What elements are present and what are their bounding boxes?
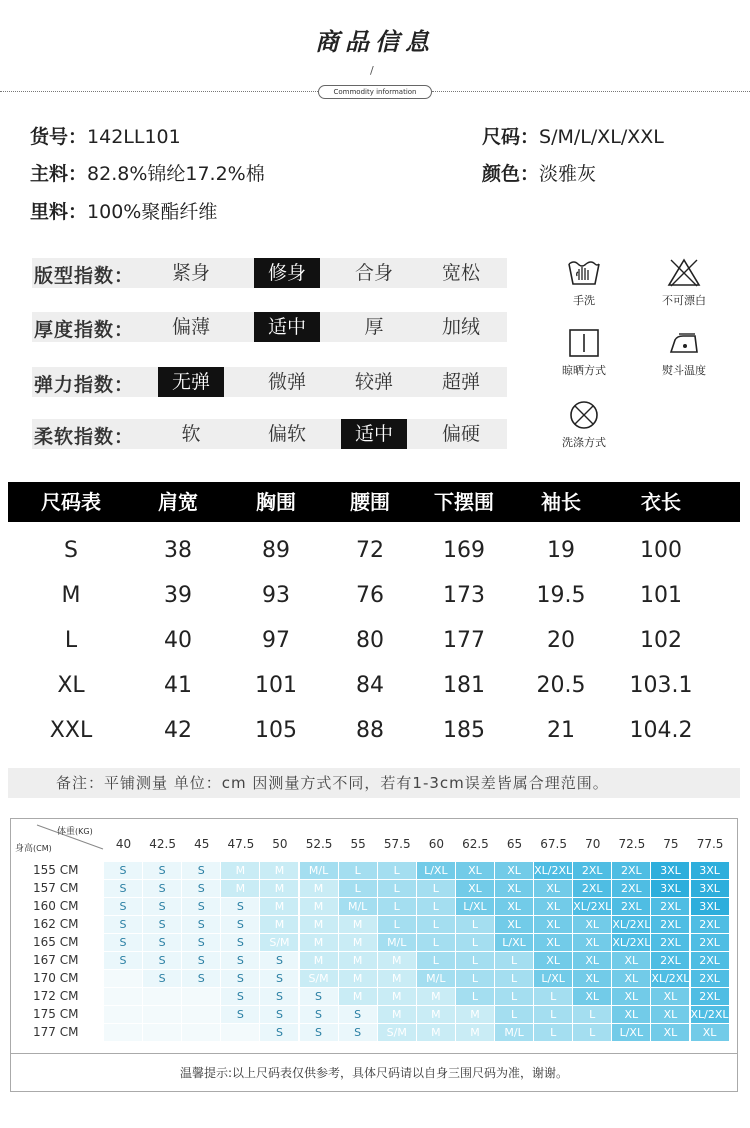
size-guide-cell: L [534, 1006, 572, 1023]
size-guide-cell: 2XL [612, 880, 650, 897]
size-guide-cell: XL [534, 916, 572, 933]
page-title: 商品信息 [315, 28, 435, 56]
info-item-lining: 里料：100%聚酯纤维 [30, 201, 218, 223]
size-guide-cell: L/XL [534, 970, 572, 987]
weight-column-header: 42.5 [149, 837, 176, 851]
size-guide-cell: XL [534, 952, 572, 969]
size-guide-cell: S/M [300, 970, 338, 987]
height-row-label: 167 CM [33, 953, 79, 967]
size-guide-cell: S/M [378, 1024, 416, 1041]
index-option: 软 [181, 423, 201, 445]
size-guide-cell: S [182, 952, 220, 969]
info-item-main-fabric: 主料：82.8%锦纶17.2%棉 [30, 163, 265, 185]
size-guide-cell: XL [573, 916, 611, 933]
size-guide-cell: L [378, 880, 416, 897]
size-table-cell: 88 [356, 718, 384, 743]
size-guide-cell: S [300, 988, 338, 1005]
size-guide-cell: S [143, 862, 181, 879]
dry-icon [567, 328, 601, 358]
hand-wash-icon [567, 258, 601, 288]
size-guide-cell: L [495, 970, 533, 987]
size-guide-cell: L [495, 1006, 533, 1023]
weight-column-header: 50 [272, 837, 288, 851]
subtitle-pill: Commodity information [318, 85, 432, 99]
care-iron [644, 328, 724, 378]
weight-column-header: 77.5 [696, 837, 724, 851]
weight-axis-label: 体重(KG) [57, 827, 93, 837]
size-guide-cell: L/XL [456, 898, 494, 915]
size-table-cell: 38 [164, 538, 192, 563]
index-option-selected: 适中 [254, 312, 320, 342]
size-guide-cell: XL [651, 988, 689, 1005]
size-table-column-header: 胸围 [256, 490, 296, 514]
care-label: 晾晒方式 [562, 364, 606, 377]
size-guide-cell: S [143, 970, 181, 987]
size-guide-cell: S [221, 916, 259, 933]
height-row-label: 160 CM [33, 899, 79, 913]
size-guide-cell: S [221, 970, 259, 987]
height-row-label: 165 CM [33, 935, 79, 949]
care-wash-method [544, 400, 624, 450]
size-table-cell: 169 [443, 538, 485, 563]
size-guide-cell: M [300, 898, 338, 915]
care-hand-wash [544, 258, 624, 308]
size-guide-cell: 2XL [651, 916, 689, 933]
size-guide-cell: S [260, 988, 298, 1005]
size-table-cell: 173 [443, 583, 485, 608]
size-guide-cell: M [260, 916, 298, 933]
size-guide-cell: S [104, 880, 142, 897]
size-guide-cell: S [143, 916, 181, 933]
index-option-selected: 修身 [254, 258, 320, 288]
size-guide-cell: L [339, 880, 377, 897]
size-guide-cell: M [417, 1024, 455, 1041]
weight-column-header: 57.5 [383, 837, 411, 851]
height-row-label: 172 CM [33, 989, 79, 1003]
size-guide-cell: XL [495, 916, 533, 933]
size-guide-cell: S [260, 970, 298, 987]
size-guide-cell: XL [495, 862, 533, 879]
size-table-cell: 20.5 [536, 673, 586, 698]
size-guide-cell: S [143, 952, 181, 969]
weight-column-header: 65 [506, 837, 523, 851]
size-guide-cell: 2XL [651, 934, 689, 951]
size-table-column-header: 下摆围 [434, 490, 494, 514]
size-guide-cell: L [378, 916, 416, 933]
size-guide-cell: 3XL [691, 862, 729, 879]
size-table-cell: 97 [262, 628, 290, 653]
size-table-size-cell: XXL [49, 718, 93, 743]
size-table-cell: 80 [356, 628, 384, 653]
weight-column-header: 40 [115, 837, 132, 851]
size-table-column-header: 腰围 [350, 490, 390, 514]
care-label: 手洗 [573, 294, 595, 307]
size-guide-cell: 3XL [651, 862, 689, 879]
info-item-sizes: 尺码：S/M/L/XL/XXL [482, 126, 664, 148]
size-table-cell: 185 [443, 718, 485, 743]
size-table-column-header: 肩宽 [158, 490, 198, 514]
size-table-cell: 102 [640, 628, 682, 653]
size-guide-cell: S [182, 916, 220, 933]
size-guide-cell: L [456, 934, 494, 951]
size-guide-cell: L/XL [417, 862, 455, 879]
size-guide-cell: S [260, 952, 298, 969]
size-guide-cell: S [221, 898, 259, 915]
care-label: 洗涤方式 [562, 436, 606, 449]
size-guide-cell [104, 1024, 142, 1041]
size-guide-cell: M [300, 934, 338, 951]
size-guide-cell: XL [573, 934, 611, 951]
height-row-label: 170 CM [33, 971, 79, 985]
size-guide-cell: S [300, 1024, 338, 1041]
dotted-divider-right [432, 91, 750, 92]
size-guide-cell: S [104, 898, 142, 915]
weight-column-header: 45 [194, 837, 210, 851]
size-guide-cell: XL/2XL [690, 1008, 729, 1021]
page-title-wrap [0, 22, 750, 57]
size-guide-cell [104, 988, 142, 1005]
size-guide-cell: L [495, 952, 533, 969]
index-row [32, 367, 507, 397]
index-option: 厚 [364, 316, 384, 338]
size-guide-cell: XL [456, 880, 494, 897]
index-option: 超弹 [441, 371, 480, 393]
size-guide-cell: L [456, 988, 494, 1005]
size-guide-cell: M [378, 988, 416, 1005]
care-label: 不可漂白 [662, 294, 706, 307]
size-table-cell: 20 [547, 628, 575, 653]
weight-column-header: 75 [663, 837, 679, 851]
index-option: 较弹 [354, 371, 393, 393]
index-option: 宽松 [441, 262, 480, 284]
size-guide-cell: XL [651, 1024, 689, 1041]
size-guide-cell: L [378, 898, 416, 915]
size-guide-cell: XL [534, 934, 572, 951]
size-guide-cell: M [417, 988, 455, 1005]
size-guide-cell: M [339, 952, 377, 969]
size-guide-cell: XL [495, 880, 533, 897]
size-table-cell: 100 [640, 538, 682, 563]
size-guide-cell: L [456, 952, 494, 969]
index-row [32, 419, 507, 449]
size-guide-cell: S [143, 898, 181, 915]
measurement-note: 备注：平铺测量 单位：cm 因测量方式不同，若有1-3cm误差皆属合理范围。 [8, 768, 740, 798]
size-guide-cell: XL [573, 970, 611, 987]
size-guide-cell [104, 1006, 142, 1023]
size-guide-cell: S [260, 1006, 298, 1023]
index-row [32, 312, 507, 342]
index-option: 微弹 [267, 371, 306, 393]
size-guide-cell: M [339, 916, 377, 933]
index-label: 厚度指数： [34, 319, 135, 341]
index-option: 偏软 [267, 423, 306, 445]
weight-column-header: 55 [350, 837, 366, 851]
size-guide-cell: M [339, 970, 377, 987]
size-guide-cell: M/L [378, 934, 416, 951]
size-guide-cell: 2XL [651, 952, 689, 969]
size-guide-cell: M/L [300, 862, 338, 879]
size-guide-cell: L [456, 916, 494, 933]
index-option-selected: 无弹 [158, 367, 224, 397]
size-table-cell: 19.5 [536, 583, 586, 608]
size-guide-cell: XL [612, 1006, 650, 1023]
size-table-cell: 103.1 [629, 673, 693, 698]
size-guide-cell: S/M [260, 934, 298, 951]
weight-column-header: 52.5 [305, 837, 333, 851]
size-guide-cell: M [260, 862, 298, 879]
size-guide-cell: XL [534, 880, 572, 897]
size-table-cell: 89 [262, 538, 290, 563]
size-guide-cell: XL [456, 862, 494, 879]
size-guide-cell: S [339, 1006, 377, 1023]
size-table-cell: 42 [164, 718, 192, 743]
size-guide-cell: S [182, 934, 220, 951]
size-guide-cell: S [339, 1024, 377, 1041]
size-guide-cell: S [143, 934, 181, 951]
size-table-cell: 76 [356, 583, 384, 608]
size-guide-cell: M [378, 952, 416, 969]
size-table-cell: 177 [443, 628, 485, 653]
size-guide-cell: L/XL [495, 934, 533, 951]
height-row-label: 157 CM [33, 881, 79, 895]
size-guide-cell: S [221, 988, 259, 1005]
size-table-column-header: 衣长 [641, 490, 681, 514]
size-guide-cell: S [104, 862, 142, 879]
size-table-cell: 72 [356, 538, 384, 563]
weight-column-header: 67.5 [540, 837, 567, 851]
size-guide-cell: M [417, 1006, 455, 1023]
size-table-cell: 104.2 [629, 718, 693, 743]
index-row [32, 258, 507, 288]
size-guide-cell: M/L [495, 1024, 533, 1041]
size-guide-cell: L [573, 1006, 611, 1023]
size-guide-cell: 3XL [651, 880, 689, 897]
index-option-selected: 适中 [341, 419, 407, 449]
size-guide-cell: M [221, 880, 259, 897]
size-guide-cell: XL [612, 952, 650, 969]
size-guide-cell: M [260, 898, 298, 915]
size-guide-cell: L [417, 916, 455, 933]
size-guide-cell: L [339, 862, 377, 879]
iron-icon [667, 328, 701, 358]
size-guide-cell: 3XL [691, 898, 729, 915]
size-guide-cell: XL/2XL [651, 972, 690, 985]
size-guide-cell: M/L [417, 970, 455, 987]
info-item-color: 颜色：淡雅灰 [482, 163, 597, 185]
size-table-cell: 105 [255, 718, 297, 743]
size-guide-cell: M [378, 970, 416, 987]
no-bleach-icon [667, 258, 701, 288]
index-label: 柔软指数： [34, 426, 135, 448]
size-guide-cell: XL [534, 898, 572, 915]
size-guide-cell: XL [573, 952, 611, 969]
size-guide-cell: 2XL [691, 988, 729, 1005]
info-item-sku: 货号：142LL101 [30, 126, 181, 148]
size-table-cell: 93 [262, 583, 290, 608]
weight-column-header: 70 [585, 837, 601, 851]
size-guide-cell: L/XL [612, 1024, 650, 1041]
index-option: 偏硬 [441, 423, 480, 445]
size-guide-cell: M [260, 880, 298, 897]
weight-column-header: 47.5 [227, 837, 255, 851]
size-table-cell: 39 [164, 583, 192, 608]
size-table-cell: 41 [164, 673, 192, 698]
size-guide-cell: M [456, 1006, 494, 1023]
size-table-size-cell: L [64, 628, 78, 653]
dotted-divider-left [0, 91, 318, 92]
index-label: 弹力指数： [34, 374, 135, 396]
size-guide-cell: XL/2XL [612, 918, 651, 931]
size-guide-cell: S [221, 934, 259, 951]
size-table-cell: 101 [640, 583, 682, 608]
size-guide-table [10, 818, 738, 1092]
care-dry [544, 328, 624, 378]
size-guide-cell: L [378, 862, 416, 879]
size-guide-tip: 温馨提示:以上尺码表仅供参考，具体尺码请以自身三围尺码为准，谢谢。 [10, 1053, 738, 1092]
size-guide-cell: S [182, 898, 220, 915]
no-dry-clean-icon [567, 400, 601, 430]
size-table-cell: 19 [547, 538, 575, 563]
size-guide-cell: S [182, 880, 220, 897]
size-guide-cell: XL [691, 1024, 729, 1041]
size-guide-cell: M [300, 880, 338, 897]
size-guide-cell: L [534, 988, 572, 1005]
size-guide-cell: XL/2XL [573, 900, 612, 913]
size-guide-cell [182, 1024, 220, 1041]
size-guide-cell: XL [612, 988, 650, 1005]
size-guide-cell: S [182, 970, 220, 987]
size-guide-cell: S [300, 1006, 338, 1023]
size-table-size-cell: S [64, 538, 78, 563]
size-guide-cell: XL [495, 898, 533, 915]
size-guide-cell: 2XL [612, 898, 650, 915]
size-guide-cell: M [339, 988, 377, 1005]
size-guide-cell: L [417, 952, 455, 969]
size-table-cell: 101 [255, 673, 297, 698]
height-row-label: 175 CM [33, 1007, 79, 1021]
size-guide-cell: XL/2XL [534, 864, 573, 877]
size-table-column-header: 袖长 [541, 490, 581, 514]
size-guide-cell [104, 970, 142, 987]
size-guide-cell: L [417, 934, 455, 951]
title-slash: / [370, 64, 374, 77]
size-guide-cell: 3XL [691, 880, 729, 897]
size-guide-cell: 2XL [612, 862, 650, 879]
size-guide-cell [143, 1024, 181, 1041]
index-option: 紧身 [171, 262, 210, 284]
size-guide-cell: L [495, 988, 533, 1005]
weight-column-header: 62.5 [462, 837, 489, 851]
size-guide-cell: XL [612, 970, 650, 987]
size-guide-cell: XL/2XL [612, 936, 651, 949]
size-guide-cell: L [573, 1024, 611, 1041]
size-guide-cell: M [339, 934, 377, 951]
size-guide-cell: M/L [339, 898, 377, 915]
size-guide-cell: S [260, 1024, 298, 1041]
size-guide-cell: S [221, 1006, 259, 1023]
size-guide-cell: M [300, 916, 338, 933]
size-guide-cell: 2XL [691, 934, 729, 951]
size-guide-cell: M [378, 1006, 416, 1023]
size-guide-cell: S [104, 934, 142, 951]
size-table-column-header: 尺码表 [41, 490, 101, 514]
size-guide-cell: XL [573, 988, 611, 1005]
size-guide-cell [221, 1024, 259, 1041]
weight-column-header: 60 [428, 837, 444, 851]
size-guide-cell: 2XL [651, 898, 689, 915]
height-axis-label: 身高(CM) [15, 844, 52, 854]
index-option: 合身 [354, 262, 393, 284]
size-guide-cell: L [456, 970, 494, 987]
care-no-bleach [644, 258, 724, 308]
size-table-cell: 21 [547, 718, 575, 743]
size-guide-cell: 2XL [691, 952, 729, 969]
size-guide-cell: 2XL [573, 862, 611, 879]
size-guide-cell: L [534, 1024, 572, 1041]
care-label: 熨斗温度 [662, 364, 706, 377]
size-table-cell: 84 [356, 673, 384, 698]
height-row-label: 162 CM [33, 917, 79, 931]
size-guide-cell: S [143, 880, 181, 897]
size-guide-cell [143, 1006, 181, 1023]
size-guide-cell: S [104, 916, 142, 933]
size-table-size-cell: M [61, 583, 81, 608]
size-guide-cell: S [221, 952, 259, 969]
size-guide-cell: 2XL [573, 880, 611, 897]
size-guide-cell: S [104, 952, 142, 969]
height-row-label: 155 CM [33, 863, 79, 877]
size-guide-cell [182, 1006, 220, 1023]
index-option: 偏薄 [171, 316, 210, 338]
size-guide-cell [143, 988, 181, 1005]
index-label: 版型指数： [34, 265, 135, 287]
size-table-cell: 40 [164, 628, 192, 653]
height-row-label: 177 CM [33, 1025, 79, 1039]
size-guide-cell: M [300, 952, 338, 969]
size-table-header [8, 482, 740, 522]
size-guide-cell: L [417, 898, 455, 915]
size-guide-cell: M [221, 862, 259, 879]
size-table-size-cell: XL [57, 673, 85, 698]
size-guide-cell: S [182, 862, 220, 879]
weight-column-header: 72.5 [618, 837, 646, 851]
size-guide-cell: L [417, 880, 455, 897]
size-guide-cell: 2XL [691, 970, 729, 987]
index-option: 加绒 [441, 316, 480, 338]
size-table-cell: 181 [443, 673, 485, 698]
size-guide-cell: 2XL [691, 916, 729, 933]
size-guide-cell: M [456, 1024, 494, 1041]
size-guide-cell: XL [651, 1006, 689, 1023]
size-guide-cell [182, 988, 220, 1005]
